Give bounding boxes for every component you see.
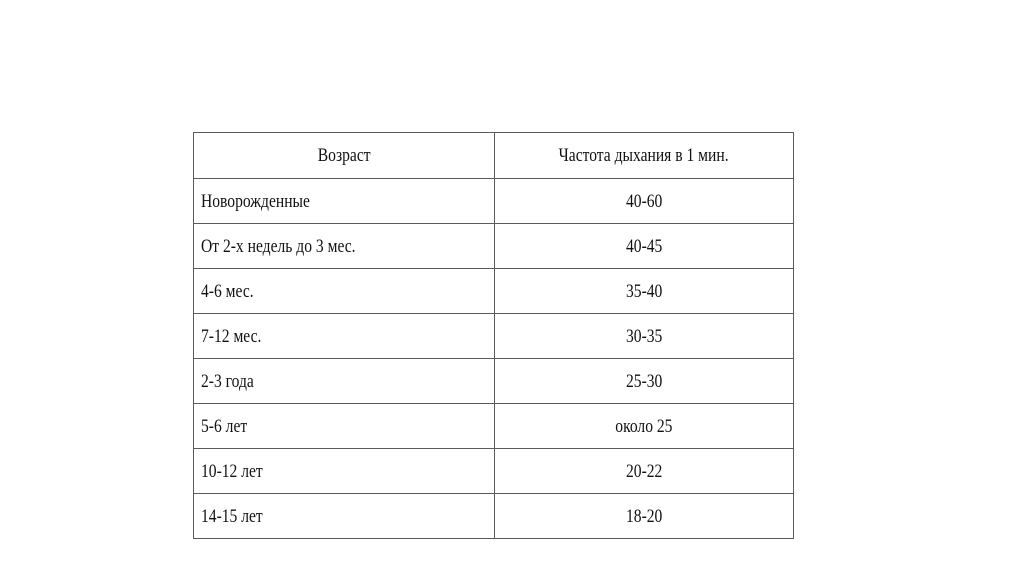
header-row xyxy=(194,133,794,179)
age-value: Новорожденные xyxy=(201,190,310,212)
rate-cell xyxy=(495,224,794,269)
age-value: 2-3 года xyxy=(201,370,254,392)
table-header xyxy=(194,133,794,179)
rate-cell xyxy=(495,359,794,404)
header-rate-label: Частота дыхания в 1 мин. xyxy=(559,145,729,166)
table-row xyxy=(194,224,794,269)
age-value: 4-6 мес. xyxy=(201,280,254,302)
rate-value: 40-60 xyxy=(625,190,663,212)
table-row xyxy=(194,359,794,404)
table-row xyxy=(194,404,794,449)
table-row xyxy=(194,314,794,359)
age-value: 5-6 лет xyxy=(201,415,248,437)
table-row xyxy=(194,269,794,314)
rate-cell xyxy=(495,269,794,314)
age-value: 10-12 лет xyxy=(201,460,263,482)
rate-value: около 25 xyxy=(615,415,673,437)
table-row xyxy=(194,179,794,224)
age-value: 7-12 мес. xyxy=(201,325,262,347)
age-cell xyxy=(194,224,495,269)
table-row xyxy=(194,449,794,494)
age-cell xyxy=(194,314,495,359)
age-cell xyxy=(194,179,495,224)
rate-cell xyxy=(495,494,794,539)
rate-value: 40-45 xyxy=(625,235,663,257)
rate-cell xyxy=(495,179,794,224)
header-rate xyxy=(495,133,794,179)
age-value: От 2-х недель до 3 мес. xyxy=(201,235,356,257)
rate-cell xyxy=(495,314,794,359)
age-cell xyxy=(194,449,495,494)
table-body xyxy=(194,179,794,539)
table-row xyxy=(194,494,794,539)
rate-value: 30-35 xyxy=(625,325,663,347)
respiratory-rate-table-container xyxy=(193,132,793,539)
header-age xyxy=(194,133,495,179)
rate-cell xyxy=(495,404,794,449)
age-cell xyxy=(194,359,495,404)
age-cell xyxy=(194,494,495,539)
rate-value: 20-22 xyxy=(625,460,663,482)
rate-value: 18-20 xyxy=(625,505,663,527)
age-value: 14-15 лет xyxy=(201,505,263,527)
rate-value: 35-40 xyxy=(625,280,663,302)
age-cell xyxy=(194,404,495,449)
age-cell xyxy=(194,269,495,314)
rate-cell xyxy=(495,449,794,494)
rate-value: 25-30 xyxy=(625,370,663,392)
header-age-label: Возраст xyxy=(317,145,371,166)
respiratory-rate-table xyxy=(193,132,794,539)
